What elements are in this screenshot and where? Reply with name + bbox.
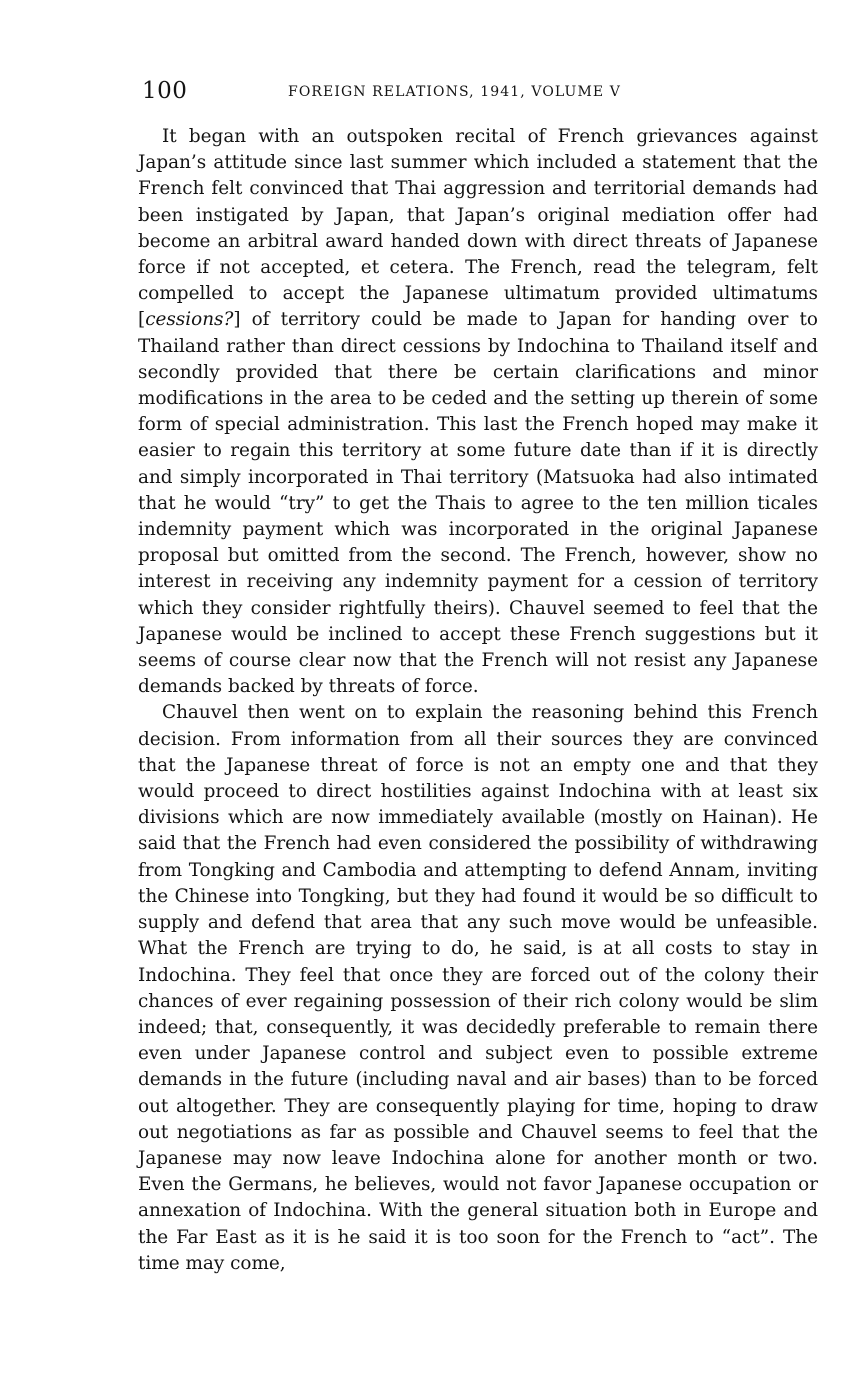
paragraph-text: It began with an outspoken recital of French grievances against Japan’s attitude since last summer which included a statement that the French felt convinced that Thai aggression and territorial demands had been instigated by Japan, that Japan’s original mediation offer had become an arbitral award handed down with direct threats of Japanese force if not accepted, et cetera. The French, read the telegram, felt compelled to accept the Japanese ultimatum provided ultimatums [ [138,126,818,331]
body-text [138,124,818,1277]
paragraph-text: ] of territory could be made to Japan for handing over to Thailand rather than direct cessions by Indochina to Thailand itself and secondly provided that there be certain clarifications and minor modifications in the area to be ceded and the setting up therein of some form of special administration. This last the French hoped may make it easier to regain this territory at some future date than if it is directly and simply incorporated in Thai territory (Matsuoka had also intimated that he would “try” to get the Thais to agree to the ten million ticales indemnity payment which was incorporated in the original Japanese proposal but omitted from the second. The French, however, show no interest in receiving any indemnity payment for a cession of territory which they consider rightfully theirs). Chauvel seemed to feel that the Japanese would be inclined to accept these French suggestions but it seems of course clear now that the French will not resist any Japanese demands backed by threats of force. [138,309,818,698]
paragraph [138,124,818,700]
page-number: 100 [142,78,188,104]
running-head [142,78,814,108]
running-title: FOREIGN RELATIONS, 1941, VOLUME V [288,84,621,100]
paragraph: Chauvel then went on to explain the reasoning behind this French decision. From information from all their sources they are convinced that the Japanese threat of force is not an empty one and that they would proceed to direct hostilities against Indochina with at least six divisions which are now immediately available (mostly on Hainan). He said that the French had even considered the possibility of withdrawing from Tongking and Cambodia and attempting to defend Annam, inviting the Chinese into Tongking, but they had found it would be so difficult to supply and defend that area that any such move would be unfeasible. What the French are trying to do, he said, is at all costs to stay in Indochina. They feel that once they are forced out of the colony their chances of ever regaining possession of their rich colony would be slim indeed; that, consequently, it was decidedly preferable to remain there even under Japanese control and subject even to possible extreme demands in the future (including naval and air bases) than to be forced out altogether. They are consequently playing for time, hoping to draw out negotiations as far as possible and Chauvel seems to feel that the Japanese may now leave Indochina alone for another month or two. Even the Germans, he believes, would not favor Japanese occupation or annexation of Indochina. With the general situation both in Europe and the Far East as it is he said it is too soon for the French to “act”. The time may come, [138,702,818,1274]
editorial-insertion: cessions? [145,309,234,331]
